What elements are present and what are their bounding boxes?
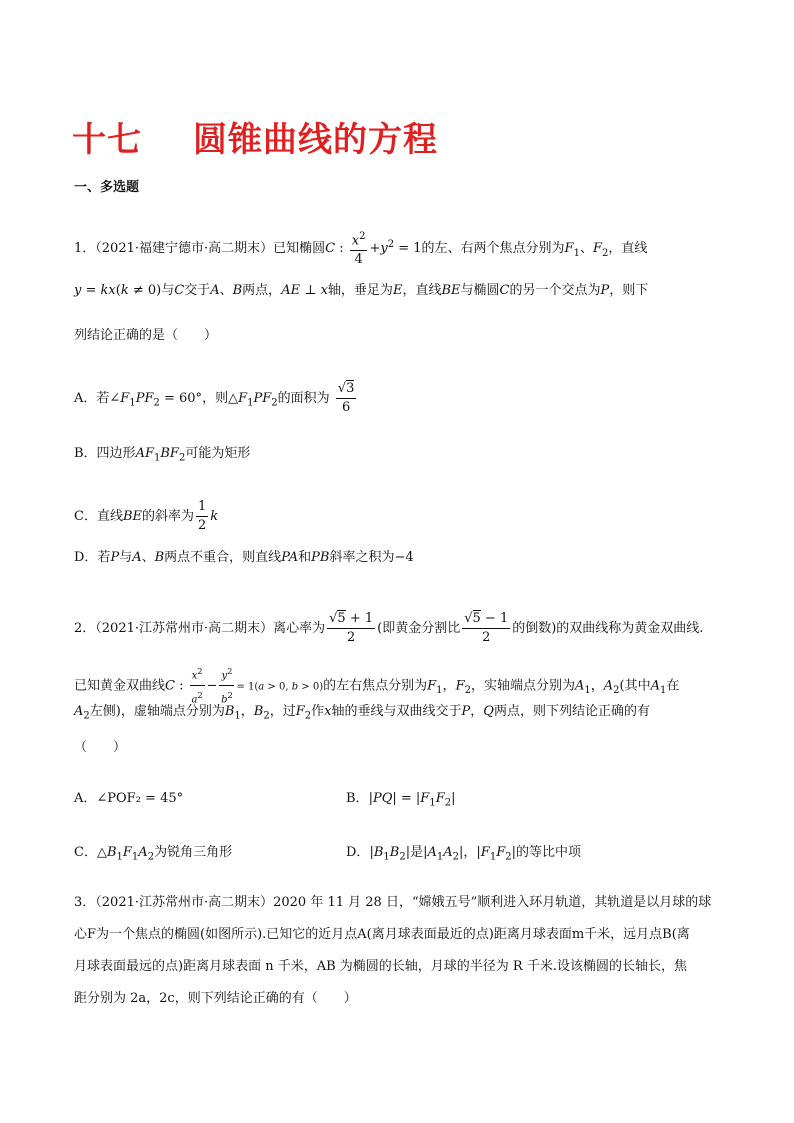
q2-option-b: B．$|PQ| = |F_1F_2|$ <box>346 791 456 809</box>
q3-line3: 月球表面最远的点)距离月球表面 n 千米，AB 为椭圆的长轴，月球的半径为 R 千米.设该椭圆的长轴长，焦 <box>74 959 687 974</box>
q1-option-b: B．四边形$AF_1BF_2$可能为矩形 <box>74 446 251 464</box>
q2-line4: （ ） <box>74 740 127 755</box>
q1-line1: 1．（2021·福建宁德市·高二期末）已知椭圆C : $\frac{x^2}{4}$ $+y^2 = 1$的左、右两个焦点分别为$F_1$、$F_2$，直线 <box>74 228 647 269</box>
q2-line2: 已知黄金双曲线C : $\frac{x^2}{a^2}$ − $\frac{y^2}{b^2}$ = 1(a > 0, b > 0)的左右焦点分别为$F_1$，$F_2$，实轴端点分别为$A_1$，$A_2$(其中$A_1$在 <box>74 662 679 710</box>
q1-line2: y = kx(k ≠ 0)与C交于A、B两点，AE ⊥ x轴，垂足为E，直线BE与椭圆C的另一个交点为P，则下 <box>74 283 649 298</box>
q3-line1: 3．（2021·江苏常州市·高二期末）2020 年 11 月 28 日，“嫦娥五号”顺利进入环月轨道，其轨道是以月球的球 <box>74 895 712 910</box>
q3-line4: 距分别为 2a，2c，则下列结论正确的有（ ） <box>74 991 357 1006</box>
q2-line3: $A_2$左侧)，虚轴端点分别为$B_1$，$B_2$，过$F_2$作x轴的垂线与双曲线交于P，Q两点，则下列结论正确的有 <box>74 704 650 722</box>
q2-line1: 2．（2021·江苏常州市·高二期末）离心率为 $\frac{√5 + 1}{2}$ (即黄金分割比 $\frac{√5 - 1}{2}$ 的倒数)的双曲线称为黄金双曲线. <box>74 611 704 645</box>
chapter-number: 十七 <box>72 120 142 160</box>
q3-line2: 心F为一个焦点的椭圆(如图所示).已知它的近月点A(离月球表面最近的点)距离月球表面m千米，远月点B(离 <box>74 927 690 942</box>
q1-option-a: A．若$\angle F_1PF_2 = 60^\circ$，则$\triangle F_1PF_2$的面积为 $\frac{√3}{6}$ <box>74 381 355 415</box>
q1-option-d: D．若P与A、B两点不重合，则直线PA和PB斜率之积为−4 <box>74 550 414 565</box>
q2-option-c: C．$\triangle B_1F_1A_2$为锐角三角形 <box>74 845 233 863</box>
q1-option-c: C．直线BE的斜率为 $\frac{1}{2}$ k <box>74 499 219 533</box>
q1-line3: 列结论正确的是（ ） <box>74 328 218 343</box>
chapter-title: 圆锥曲线的方程 <box>193 120 438 160</box>
page-title <box>72 112 438 161</box>
q2-option-a: A．∠POF₂ = 45° <box>74 791 184 806</box>
section-heading: 一、多选题 <box>74 180 140 195</box>
q2-option-d: D．$|B_1B_2|$是$|A_1A_2|$，$|F_1F_2|$的等比中项 <box>346 845 582 863</box>
